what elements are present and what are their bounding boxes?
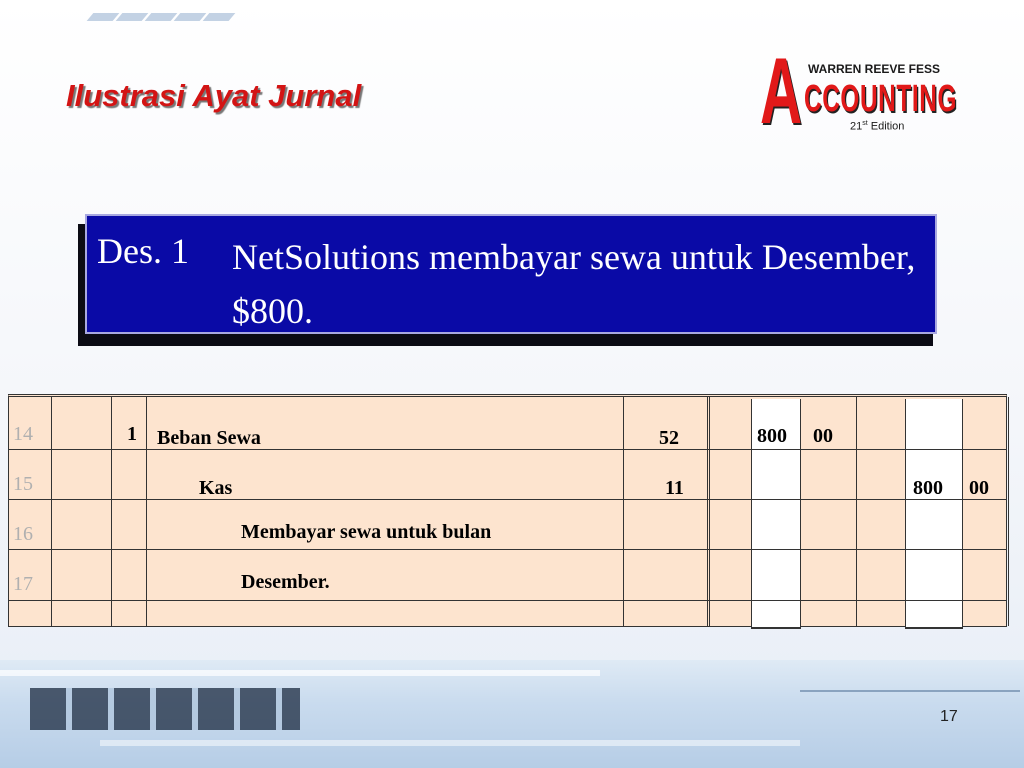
logo-edition: [850, 120, 904, 133]
line-number: 15: [13, 473, 33, 495]
line-number: 14: [13, 423, 33, 445]
accounting-logo: [760, 38, 970, 143]
debit-cents: 00: [813, 425, 833, 447]
explanation-line: Desember.: [241, 571, 330, 593]
edition-number: 21: [850, 120, 863, 133]
slide-title: Ilustrasi Ayat Jurnal: [66, 78, 362, 113]
journal-table: [8, 394, 1007, 627]
line-number: 16: [13, 523, 33, 545]
debit-post-ref: 52: [659, 427, 679, 449]
explanation-line: Membayar sewa untuk bulan: [241, 521, 492, 543]
logo-word: CCOUNTING: [804, 78, 958, 120]
header-decoration: [90, 8, 235, 26]
credit-cents: 00: [969, 477, 989, 499]
credit-post-ref: 11: [665, 477, 684, 499]
debit-amount: 800: [757, 425, 787, 447]
edition-suffix: st: [862, 120, 868, 127]
edition-label: Edition: [870, 120, 905, 133]
debit-account: Beban Sewa: [157, 427, 261, 449]
page-number: 17: [940, 708, 958, 725]
credit-amount: 800: [913, 477, 943, 499]
transaction-date: Des. 1: [97, 231, 189, 271]
credit-account: Kas: [199, 477, 233, 499]
entry-day: 1: [127, 423, 137, 445]
transaction-banner: [85, 214, 937, 334]
footer-decoration: [0, 660, 1024, 768]
credit-amount-column: [905, 399, 963, 629]
logo-authors: WARREN REEVE FESS: [808, 62, 941, 76]
transaction-description: NetSolutions membayar sewa untuk Desember, $800.: [232, 237, 916, 331]
line-number: 17: [13, 573, 33, 595]
logo-letter: A: [760, 38, 803, 143]
